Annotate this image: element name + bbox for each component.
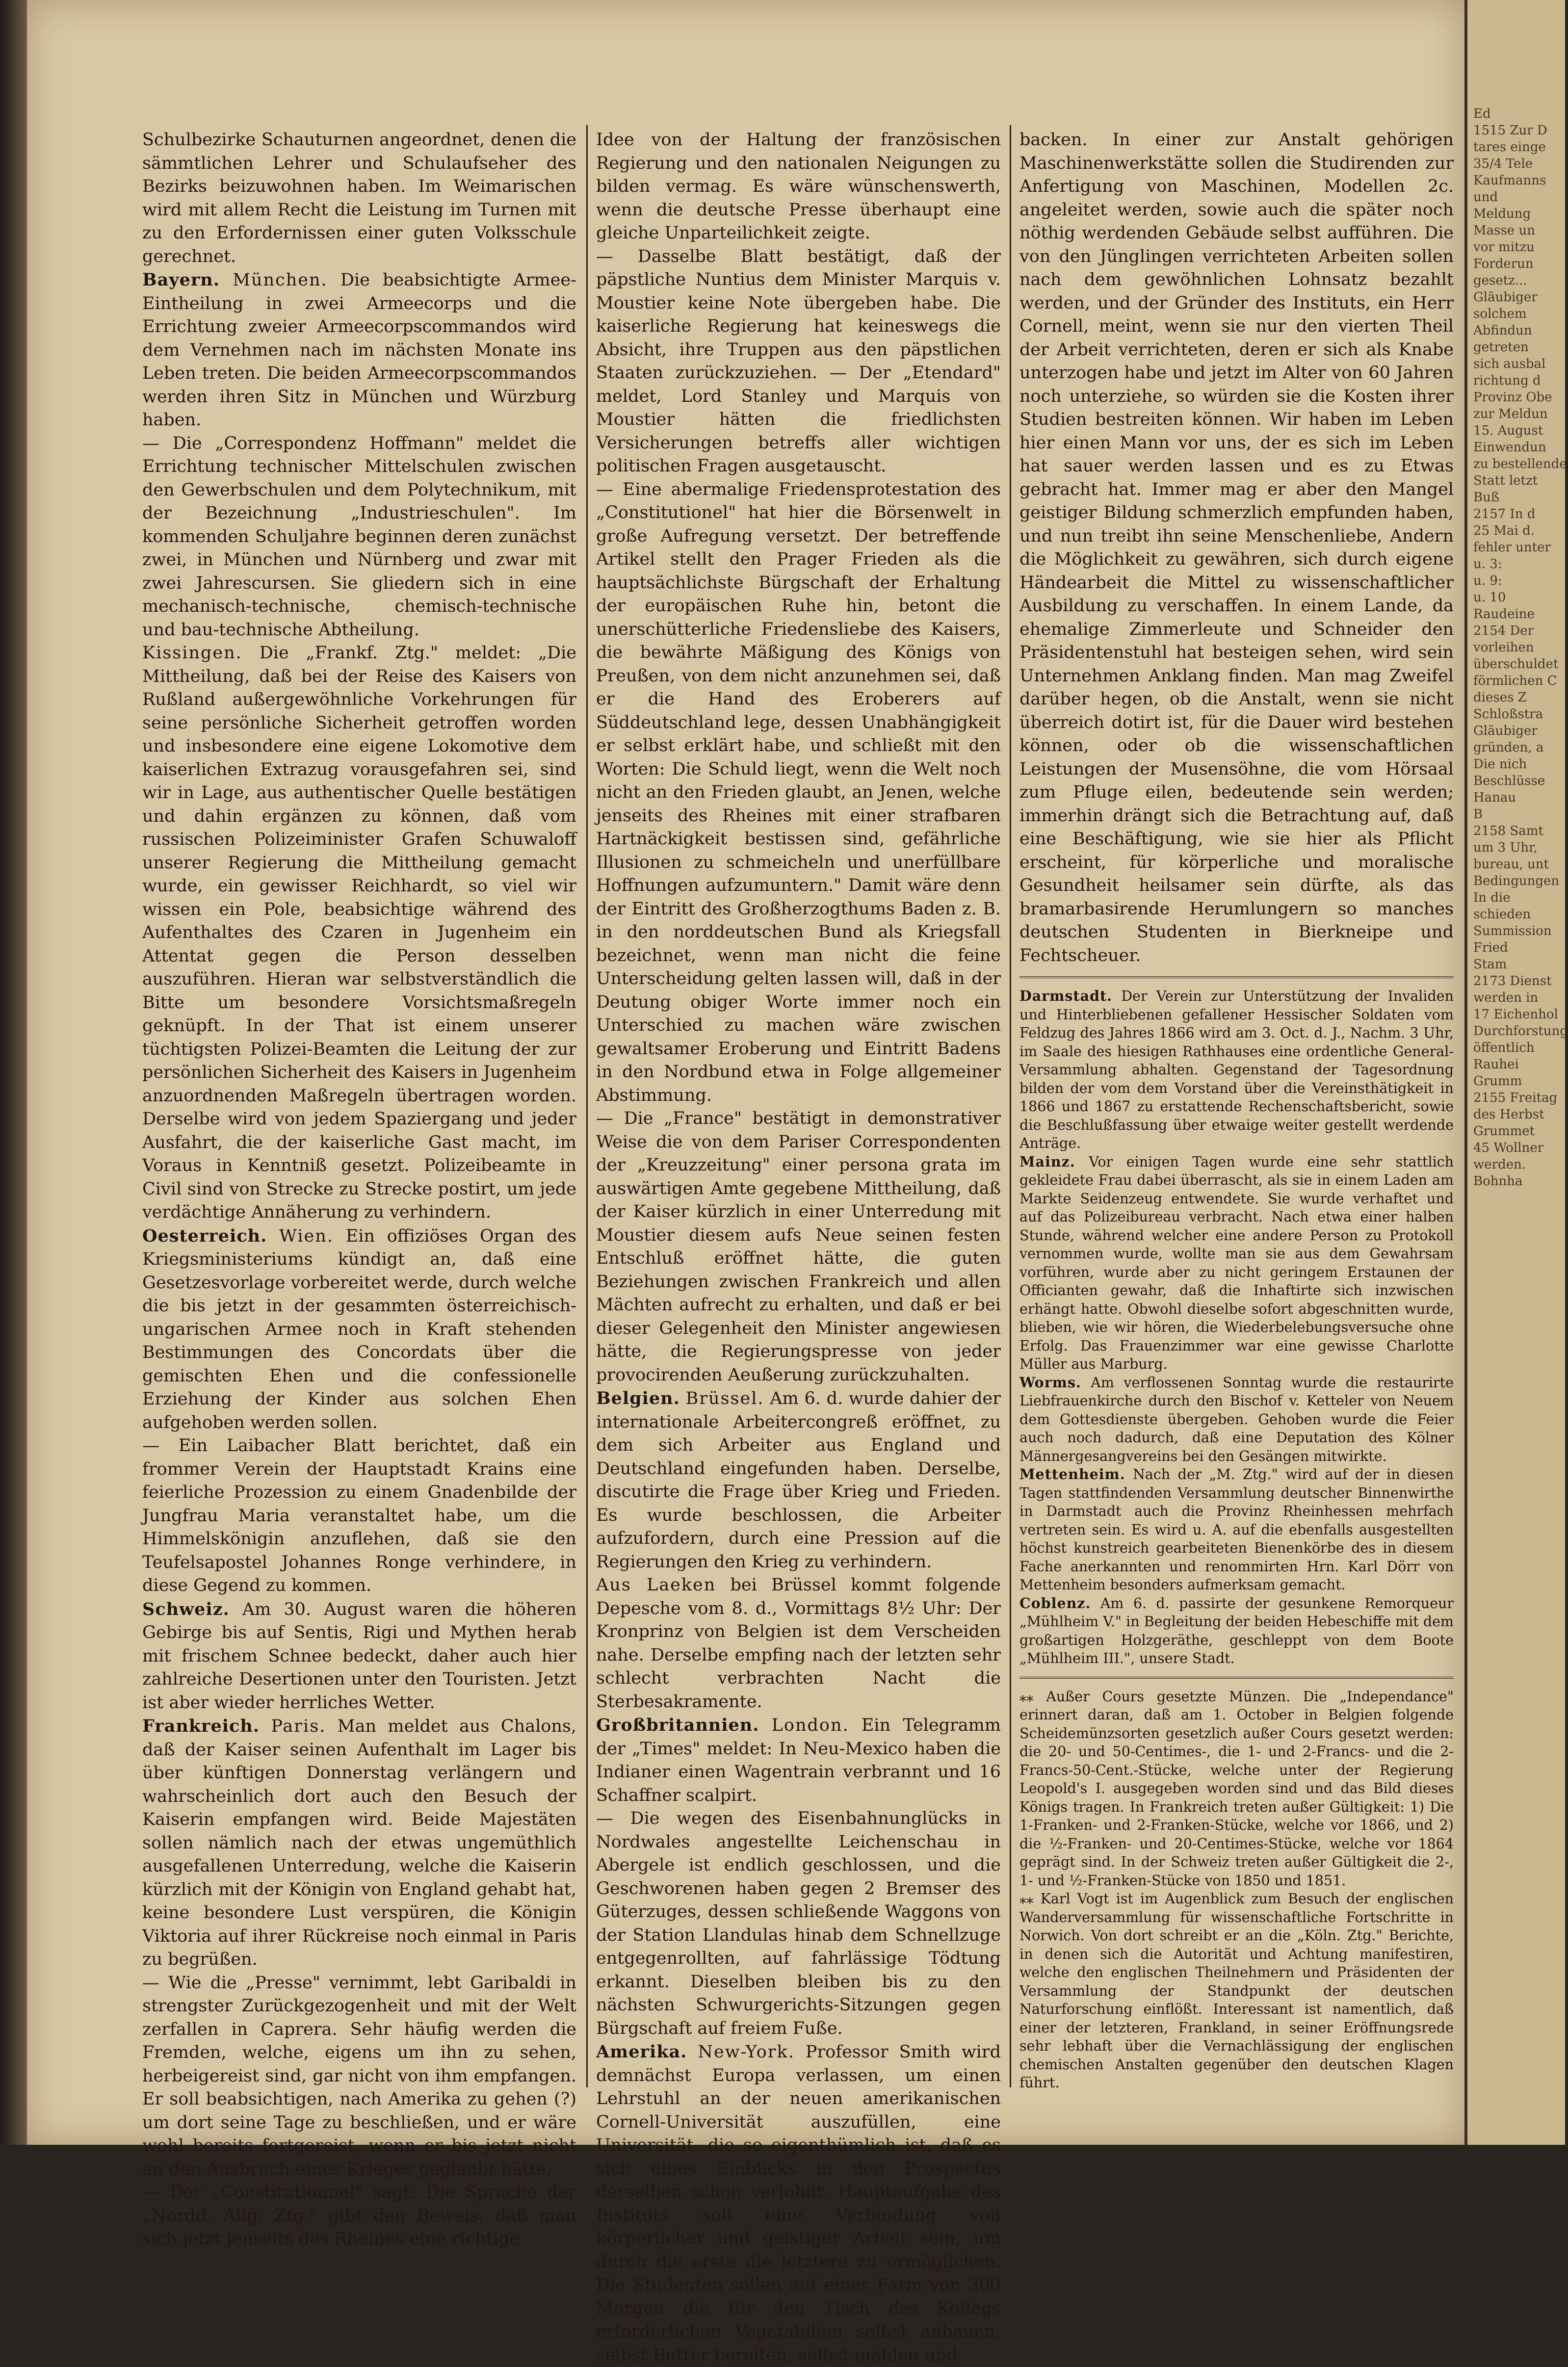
edge-fragment: sich ausbal	[1473, 357, 1546, 371]
section-heading: Mainz.	[1019, 1153, 1075, 1170]
paragraph-text: Die „Frankf. Ztg." meldet: „Die Mittheilung, daß bei der Reise des Kaisers von Rußland außergewöhnliche Vorkehrungen für seine persönliche Sicherheit getroffen worden und insbesondere eine eigene Lokomotive dem kaiserlichen Extrazug vorausgefahren sei, sind wir in Lage, aus authentischer Quelle bestätigen und dahin ergänzen zu können, daß vom russischen Polizeiminister Grafen Schuwaloff unserer Regierung die Mittheilung gemacht wurde, ein gewisser Reichhardt, so viel wir wissen ein Pole, beabsichtige während des Aufenthaltes des Czaren in Jugenheim ein Attentat gegen die Person desselben auszuführen. Hieran war selbstverständlich die Bitte um besondere Vorsichtsmaßregeln geknüpft. In der That ist einem unserer tüchtigsten Polizei-Beamten die Leitung der zur persönlichen Sicherheit des Kaisers in Jugenheim anzuordnenden Maßregeln übertragen worden. Derselbe wird von jedem Spaziergang und jeder Ausfahrt, die der kaiserliche Gast macht, im Voraus in Kenntniß gesetzt. Polizeibeamte in Civil sind von Strecke zu Strecke postirt, um jede verdächtige Annäherung zu verhindern.	[142, 643, 576, 1222]
section-heading: Bayern.	[142, 270, 220, 290]
section-heading: Darmstadt.	[1019, 988, 1113, 1004]
edge-fragment: u. 3:	[1473, 557, 1502, 572]
paragraph-text: Am 6. d. wurde dahier der internationale Arbeitercongreß eröffnet, zu dem sich Arbeiter aus England und Deutschland eingefunden haben. Derselbe, discutirte die Frage über Krieg und Frieden. Es wurde beschlossen, die Arbeiter aufzufordern, durch eine Pression auf die Regierungen den Krieg zu verhindern.	[596, 1389, 1001, 1572]
edge-fragment: Bedingungen	[1473, 874, 1560, 888]
edge-fragment: 25 Mai d.	[1473, 523, 1535, 538]
paragraph-text: — Die „France" bestätigt in demonstrativer Weise die von dem Pariser Correspondenten der „Kreuzzeitung" einer persona grata im auswärtigen Amte gegebene Mittheilung, daß der Kaiser kürzlich in einer Unterredung mit Moustier diesem aufs Neue seinen festen Entschluß eröffnet hätte, die guten Beziehungen zwischen Frankreich und allen Mächten aufrecht zu erhalten, und daß er bei dieser Gelegenheit den Minister angewiesen hätte, die Regierungspresse von jeder provocirenden Aeußerung zurückzuhalten.	[596, 1109, 1001, 1385]
edge-fragment: zur Meldun	[1473, 407, 1548, 421]
article-paragraph	[142, 1598, 576, 1715]
paragraph-text: Schulbezirke Schauturnen angeordnet, denen die sämmtlichen Lehrer und Schulaufseher des Bezirks beizuwohnen haben. Im Weimarischen wird mit allem Recht die Leistung im Turnen mit zu den Erfordernissen einer guten Volksschule gerechnet.	[142, 130, 576, 266]
paragraph-text: Ein Telegramm der „Times" meldet: In Neu-Mexico haben die Indianer einen Wagentrain verbrannt und 16 Schaffner scalpirt.	[596, 1716, 1001, 1805]
section-heading: Schweiz.	[142, 1599, 230, 1619]
paragraph-text: Ein offiziöses Organ des Kriegsministeriums kündigt an, daß eine Gesetzesvorlage vorbereitet werde, durch welche die bis jetzt in der gesammten österreichisch-ungarischen Armee noch in Kraft stehenden Bestimmungen des Concordats über die gemischten Ehen und die confessionelle Erziehung der Kinder aus solchen Ehen aufgehoben werden sollen.	[142, 1226, 576, 1432]
dateline-place: Aus Laeken	[596, 1575, 716, 1595]
edge-fragment: Grumm	[1473, 1074, 1522, 1089]
edge-fragment: 2154 Der	[1473, 624, 1534, 638]
edge-fragment: Beschlüsse	[1473, 774, 1545, 788]
article-paragraph	[1019, 1153, 1454, 1374]
adjacent-page-edge	[1464, 0, 1568, 2145]
article-paragraph	[596, 478, 1001, 1108]
section-heading: Worms.	[1019, 1374, 1081, 1391]
edge-fragment: Schloßstra	[1473, 707, 1543, 722]
article-paragraph	[142, 1434, 576, 1598]
edge-fragment: tares einge	[1473, 140, 1546, 155]
section-heading: Großbritannien.	[596, 1715, 759, 1735]
article-paragraph	[1019, 1890, 1454, 2092]
edge-fragment: 15. August	[1473, 423, 1543, 438]
edge-fragment: 45 Wollner	[1473, 1141, 1544, 1155]
edge-fragment: Rauhei	[1473, 1057, 1519, 1072]
paragraph-text: — Der „Constitutionnel" sagt: Die Sprache der „Nordd. Allg. Ztg." gibt den Beweis, daß man sich jetzt jenseits des Rheines eine richtige	[142, 2183, 576, 2249]
edge-fragment: überschuldet	[1473, 657, 1559, 672]
section-heading: Frankreich.	[142, 1716, 260, 1736]
article-paragraph	[596, 1107, 1001, 1387]
dateline-place: Paris.	[271, 1717, 326, 1736]
section-heading: Mettenheim.	[1019, 1466, 1125, 1483]
section-heading: Amerika.	[596, 2042, 687, 2062]
paragraph-text: — Ein Laibacher Blatt berichtet, daß ein frommer Verein der Hauptstadt Krains eine feierliche Prozession zu einem Gnadenbilde der Jungfrau Maria veranstaltet habe, um die Himmelskönigin anzuflehen, daß sie den Teufelsapostel Johannes Ronge verhindere, in diese Gegend zu kommen.	[142, 1436, 576, 1595]
edge-fragment: 2155 Freitag	[1473, 1091, 1558, 1105]
article-paragraph	[1019, 1374, 1454, 1466]
edge-fragment: Einwendun	[1473, 440, 1546, 455]
article-paragraph	[142, 1715, 576, 1972]
dateline-place: New-York.	[698, 2042, 795, 2062]
article-paragraph	[596, 1387, 1001, 1574]
edge-fragment: richtung d	[1473, 373, 1541, 388]
edge-fragment: Durchforstung	[1473, 1024, 1568, 1039]
article-paragraph	[596, 1714, 1001, 1807]
article-paragraph	[142, 2181, 576, 2251]
edge-fragment: um 3 Uhr,	[1473, 840, 1538, 855]
article-paragraph	[142, 268, 576, 432]
article-paragraph	[596, 245, 1001, 478]
paragraph-text: Der Verein zur Unterstützung der Invaliden und Hinterbliebenen gefallener Hessischer Soldaten vom Feldzug des Jahres 1866 wird am 3. Oct. d. J., Nachm. 3 Uhr, im Saale des hiesigen Rathhauses eine ordentliche General-Versammlung abhalten. Gegenstand der Tagesordnung bilden der vom dem Vorstand über die Vereinsthätigkeit in 1866 und 1867 zu erstattende Rechenschaftsbericht, sowie die Beschlußfassung über etwaige weiter gestellt werdende Anträge.	[1019, 988, 1454, 1151]
edge-fragment: vorleihen	[1473, 640, 1534, 655]
edge-fragment: Masse un	[1473, 223, 1535, 238]
dateline-place: Kissingen.	[142, 643, 242, 663]
section-heading: Oesterreich.	[142, 1225, 267, 1246]
edge-fragment: 2173 Dienst	[1473, 974, 1552, 988]
edge-fragment: Grummet	[1473, 1124, 1535, 1139]
paragraph-text: bei Brüssel kommt folgende Depesche vom 8. d., Vormittags 8½ Uhr: Der Kronprinz von Belgien ist dem Verscheiden nahe. Derselbe empfing nach der letzten sehr schlecht verbrachten Nacht die Sterbesakramente.	[596, 1575, 1001, 1712]
paragraph-text: Am verflossenen Sonntag wurde die restaurirte Liebfrauenkirche durch den Bischof v. Ketteler von Neuem dem Gottesdienste übergeben. Gehoben wurde die Feier auch noch dadurch, daß eine Deputation des Kölner Männergesangvereins bei den Gesängen mitwirkte.	[1019, 1374, 1454, 1464]
section-heading: Coblenz.	[1019, 1594, 1091, 1612]
edge-fragment: u. 9:	[1473, 573, 1502, 588]
paragraph-text: Vor einigen Tagen wurde eine sehr stattlich gekleidete Frau dabei überrascht, als sie in einem Laden am Markte Seidenzeug entwendete. Sie wurde verhaftet und auf das Polizeibureau verbracht. Nach etwa einer halben Stunde, während welcher eine andere Person zu Protokoll vernommen wurde, wollte man sie aus dem Gewahrsam vorführen, wurde aber zu nicht geringem Erstaunen der Officianten gewahr, daß die Inhaftirte sich inzwischen erhängt hatte. Obwohl dieselbe sofort abgeschnitten wurde, blieben, wie wir hören, die Wiederbelebungsversuche ohne Erfolg. Das Frauenzimmer war eine gewisse Charlotte Müller aus Marburg.	[1019, 1153, 1454, 1372]
edge-fragment: In die	[1473, 890, 1511, 905]
edge-fragment: Abfindun	[1473, 323, 1532, 338]
article-paragraph	[142, 129, 576, 268]
edge-fragment: Bohnha	[1473, 1174, 1523, 1189]
article-paragraph	[596, 129, 1001, 245]
column-2	[596, 129, 1001, 2365]
edge-fragment: des Herbst	[1473, 1107, 1544, 1122]
dateline-place: London.	[771, 1716, 849, 1735]
edge-fragment: Raudeine	[1473, 607, 1535, 622]
paragraph-text: Nach der „M. Ztg." wird auf der in diesen Tagen stattfindenden Versammlung deutscher Binnenwirthe in Darmstadt auch die Provinz Rheinhessen mehrfach vertreten sein. Es wird u. A. auf die ebenfalls ausgestellten höchst kunstreich gearbeiteten Bienenkörbe des in diesem Fache anerkannten und renommirten Hrn. Karl Dörr von Mettenheim besonders aufmerksam gemacht.	[1019, 1466, 1454, 1593]
edge-fragment: Buß	[1473, 490, 1500, 505]
edge-fragment: B	[1473, 807, 1483, 822]
edge-fragment: bureau, unt	[1473, 857, 1549, 872]
edge-fragment: 2158 Samt	[1473, 824, 1543, 838]
dateline-place: München.	[233, 270, 328, 290]
paragraph-text: backen. In einer zur Anstalt gehörigen Maschinenwerkstätte sollen die Studirenden zur Anfertigung von Maschinen, Modellen 2c. angeleitet werden, sowie auch die später noch nöthig werdenden Gebäude selbst aufführen. Die von den Jünglingen verrichteten Arbeiten sollen nach dem gewöhnlichen Lohnsatz bezahlt werden, und der Gründer des Instituts, ein Herr Cornell, meint, wenn sie nur den vierten Theil der Arbeit verrichteten, deren er sich als Knabe unterzogen habe und jetzt im Alter von 60 Jahren noch unterziehe, so würden sie die Kosten ihrer Studien bestreiten können. Wir haben im Leben hier einen Mann vor uns, der es sich im Leben hat sauer werden lassen und es zu Etwas gebracht hat. Immer mag er aber den Mangel geistiger Bildung schmerzlich empfunden haben, und nun treibt ihn seine Menschenliebe, Andern die Möglichkeit zu gewähren, sich durch eigene Händearbeit die Mittel zu wissenschaftlicher Ausbildung zu verschaffen. In einem Lande, da ehemalige Zimmerleute und Schneider den Präsidentenstuhl hat besteigen sehen, wird sein Unternehmen Anklang finden. Man mag Zweifel darüber hegen, ob die Anstalt, wenn sie nicht überreich dotirt ist, für die Dauer wird bestehen können, oder ob die wissenschaftlichen Leistungen der Musensöhne, die vom Hörsaal zum Pfluge eilen, bedeutende sein werden; immerhin drängt sich die Betrachtung auf, daß eine Beschäftigung, wie sie hier als Pflicht erscheint, für körperliche und moralische Gesundheit heilsamer sein dürfte, als das bramarbasirende Herumlungern so manches deutschen Studenten in Bierkneipe und Fechtscheuer.	[1019, 130, 1454, 965]
paragraph-text: — Die wegen des Eisenbahnunglücks in Nordwales angestellte Leichenschau in Abergele ist endlich geschlossen, und die Geschworenen haben gegen 2 Bremser des Güterzuges, dessen schließende Waggons von der Station Llandulas hinab dem Schnellzuge entgegenrollten, auf fahrlässige Tödtung erkannt. Dieselben bleiben bis zu den nächsten Schwurgerichts-Sitzungen gegen Bürgschaft auf freiem Fuße.	[596, 1809, 1001, 2038]
paragraph-text: Idee von der Haltung der französischen Regierung und den nationalen Neigungen zu bilden vermag. Es wäre wünschenswerth, wenn die deutsche Presse überhaupt eine gleiche Unparteilichkeit zeigte.	[596, 130, 1001, 243]
article-paragraph	[1019, 987, 1454, 1153]
edge-fragment: Ed	[1473, 106, 1491, 121]
article-paragraph	[596, 1807, 1001, 2040]
paragraph-text: ⁎⁎ Außer Cours gesetzte Münzen. Die „Independance" erinnert daran, daß am 1. October in Belgien folgende Scheidemünzsorten gesetzlich außer Cours gesetzt werden: die 20- und 50-Centimes-, die 1- und 2-Francs- und die 2-Francs-50-Cent.-Stücke, welche unter der Regierung Leopold's I. ausgegeben worden sind und das Bild dieses Königs tragen. In Frankreich treten außer Gültigkeit: 1) Die 1-Franken- und 2-Franken-Stücke, welche vor 1866, und 2) die ½-Franken- und 20-Centimes-Stücke, welche vor 1864 geprägt sind. In der Schweiz treten außer Gültigkeit die 2-, 1- und ½-Franken-Stücke von 1850 und 1851.	[1019, 1688, 1454, 1889]
paragraph-text: Man meldet aus Chalons, daß der Kaiser seinen Aufenthalt im Lager bis über künftigen Donnerstag verlängern und wahrscheinlich dort auch den Besuch der Kaiserin empfangen wird. Beide Majestäten sollen nämlich nach der etwas ungemüthlich ausgefallenen Unterredung, welche die Kaiserin kürzlich mit der Königin von England gehabt hat, keine besondere Lust verspüren, die Königin Viktoria auf ihrer Rückreise noch einmal in Paris zu begrüßen.	[142, 1717, 576, 1969]
edge-fragment: Statt letzt	[1473, 473, 1538, 488]
edge-fragment: getreten	[1473, 340, 1529, 355]
article-paragraph	[142, 1972, 576, 2182]
article-paragraph	[1019, 1465, 1454, 1594]
article-paragraph	[596, 1574, 1001, 1714]
edge-fragment: Stam	[1473, 957, 1507, 972]
adjacent-page-fragments	[1467, 0, 1568, 1190]
edge-fragment: Forderun	[1473, 257, 1534, 271]
column-1	[142, 129, 576, 2249]
edge-fragment: werden.	[1473, 1157, 1526, 1172]
edge-fragment: Provinz Obe	[1473, 390, 1552, 405]
edge-fragment: zu bestellende	[1473, 457, 1567, 471]
column-rule-2	[1010, 125, 1011, 2087]
edge-fragment: dieses Z	[1473, 690, 1527, 705]
newspaper-page	[27, 0, 1464, 2365]
edge-fragment: Gläubiger	[1473, 724, 1538, 738]
edge-fragment: öffentlich	[1473, 1040, 1535, 1055]
edge-fragment: solchem	[1473, 307, 1527, 321]
edge-fragment: schieden	[1473, 907, 1531, 922]
paragraph-text: Am 6. d. passirte der gesunkene Remorqueur „Mühlheim V." in Begleitung der beiden Hebeschiffe mit dem großartigen Holzgeräthe, geschleppt von dem Boote „Mühlheim III.", unsere Stadt.	[1019, 1595, 1454, 1666]
edge-fragment: 2157 In d	[1473, 507, 1536, 521]
edge-fragment: gründen, a	[1473, 740, 1544, 755]
edge-fragment: 35/4 Tele	[1473, 156, 1533, 171]
paragraph-text: Professor Smith wird demnächst Europa verlassen, um einen Lehrstuhl an der neuen amerikanischen Cornell-Universität auszufüllen, eine Universität, die so eigenthümlich ist, daß es sich eines Einblicks in den Prospectus derselben schon verlohnt. Hauptaufgabe des Instituts soll eine Verbindung von körperlicher und geistiger Arbeit sein, um durch die erste die letztere zu ermöglichen. Die Studenten sollen auf einer Farm von 300 Morgen die für den Tisch des Kollegs erforderlichen Vegetabilien selbst anbauen, selbst Butter bereiten, selbst mahlen und	[596, 2042, 1001, 2365]
edge-fragment: 17 Eichenhol	[1473, 1007, 1558, 1022]
column-3	[1019, 129, 1454, 2101]
edge-fragment: Gläubiger	[1473, 290, 1538, 305]
article-paragraph	[1019, 1688, 1454, 1890]
edge-fragment: Hanau	[1473, 790, 1516, 805]
section-rule	[1019, 1677, 1454, 1679]
article-paragraph	[1019, 1594, 1454, 1668]
edge-fragment: u. 10	[1473, 590, 1506, 605]
edge-fragment: 1515 Zur D	[1473, 123, 1547, 138]
edge-fragment: fehler unter	[1473, 540, 1551, 555]
edge-fragment: förmlichen C	[1473, 674, 1557, 688]
edge-fragment: Kaufmanns	[1473, 173, 1546, 188]
edge-fragment: Die nich	[1473, 757, 1527, 772]
article-paragraph	[142, 642, 576, 1224]
section-heading: Belgien.	[596, 1388, 680, 1408]
dateline-place: Wien.	[279, 1226, 334, 1246]
article-paragraph	[1019, 129, 1454, 967]
edge-fragment: werden in	[1473, 990, 1539, 1005]
paragraph-text: — Dasselbe Blatt bestätigt, daß der päpstliche Nuntius dem Minister Marquis v. Moustier keine Note übergeben habe. Die kaiserliche Regierung hat keineswegs die Absicht, ihre Truppen aus den päpstlichen Staaten zurückzuziehen. — Der „Etendard" meldet, Lord Stanley und Marquis von Moustier hätten die friedlichsten Versicherungen betreffs aller wichtigen politischen Fragen ausgetauscht.	[596, 246, 1001, 476]
article-paragraph	[142, 432, 576, 642]
edge-fragment: vor mitzu	[1473, 240, 1535, 255]
column-rule-1	[586, 125, 588, 2087]
edge-fragment: Fried	[1473, 940, 1508, 955]
paragraph-text: ⁎⁎ Karl Vogt ist im Augenblick zum Besuch der englischen Wanderversammlung für wissenschaftliche Fortschritte in Norwich. Von dort schreibt er an die „Köln. Ztg." Berichte, in denen sich die Autorität und Achtung manifestiren, welche den englischen Theilnehmern und Präsidenten der Versammlung der Standpunkt der deutschen Naturforschung einflößt. Interessant ist namentlich, daß einer der letzteren, Frankland, in seiner Eröffnungsrede sehr lebhaft über die Vernachlässigung der englischen chemischen Anstalten gegenüber den deutschen Klagen führt.	[1019, 1891, 1454, 2091]
edge-fragment: Meldung	[1473, 207, 1531, 221]
edge-fragment: gesetz...	[1473, 273, 1527, 288]
edge-fragment: Summission	[1473, 924, 1552, 938]
paragraph-text: Die beabsichtigte Armee-Eintheilung in zwei Armeecorps und die Errichtung zweier Armeecorpscommandos wird dem Vernehmen nach im nächsten Monate ins Leben treten. Die beiden Armeecorpscommandos werden ihren Sitz in München und Würzburg haben.	[142, 270, 576, 430]
paragraph-text: — Wie die „Presse" vernimmt, lebt Garibaldi in strengster Zurückgezogenheit und mit der Welt zerfallen in Caprera. Sehr häufig werden die Fremden, welche, eigens um ihn zu sehen, herbeigereist sind, gar nicht von ihm empfangen. Er soll beabsichtigen, nach Amerika zu gehen (?) um dort seine Tage zu beschließen, und er wäre wohl bereits fortgereist, wenn er bis jetzt nicht an den Ausbruch eines Krieges geglaubt hätte.	[142, 1973, 576, 2179]
paragraph-text: — Eine abermalige Friedensprotestation des „Constitutionel" hat hier die Börsenwelt in große Aufregung versetzt. Der betreffende Artikel stellt den Prager Frieden als die hauptsächlichste Bürgschaft der Erhaltung der europäischen Ruhe hin, betont die unerschütterliche Friedensliebe des Kaisers, die bewährte Mäßigung des Königs von Preußen, von dem nicht anzunehmen sei, daß er die Hand des Eroberers auf Süddeutschland lege, dessen Unabhängigkeit er selbst erklärt habe, und schließt mit den Worten: Die Schuld liegt, wenn die Welt noch nicht an den Frieden glaubt, an Jenen, welche jenseits des Rheines mit einer strafbaren Hartnäckigkeit bestissen sind, gefährliche Illusionen zu schmeicheln und unerfüllbare Hoffnungen aufzumuntern." Damit wäre denn der Eintritt des Großherzogthums Baden z. B. in den norddeutschen Bund als Kriegsfall bezeichnet, wenn man nicht die feine Unterscheidung gelten lassen will, daß in der Deutung obiger Worte immer noch ein Unterschied zu machen wäre zwischen gewaltsamer Eroberung und Eintritt Badens in den Nordbund etwa in Folge allgemeiner Abstimmung.	[596, 479, 1001, 1105]
edge-fragment: und	[1473, 190, 1498, 205]
paragraph-text: — Die „Correspondenz Hoffmann" meldet die Errichtung technischer Mittelschulen zwischen den Gewerbschulen und dem Polytechnikum, mit der Bezeichnung „Industrieschulen". Im kommenden Schuljahre beginnen deren zunächst zwei, in München und Nürnberg und zwar mit zwei Jahrescursen. Sie gliedern sich in eine mechanisch-technische, chemisch-technische und bau-technische Abtheilung.	[142, 433, 576, 640]
article-paragraph	[142, 1224, 576, 1435]
section-rule	[1019, 976, 1454, 978]
article-paragraph	[596, 2040, 1001, 2367]
paragraph-text: Am 30. August waren die höheren Gebirge bis auf Sentis, Rigi und Mythen herab mit frischem Schnee bedeckt, daher auch hier zahlreiche Desertionen unter den Touristen. Jetzt ist aber wieder herrliches Wetter.	[142, 1599, 576, 1713]
dateline-place: Brüssel.	[685, 1389, 764, 1408]
page-curl-shadow	[0, 0, 27, 2145]
